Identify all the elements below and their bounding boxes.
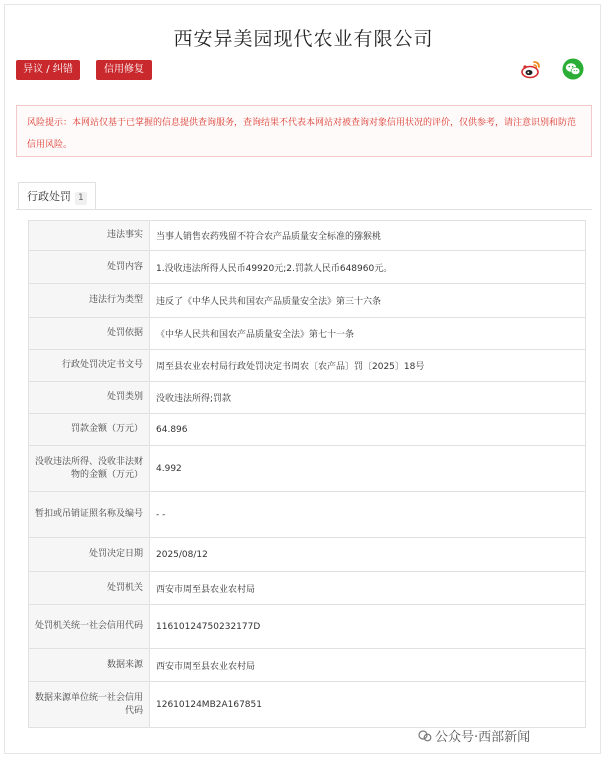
row-value: 《中华人民共和国农产品质量安全法》第七十一条 <box>150 318 586 350</box>
row-label: 处罚内容 <box>29 251 150 284</box>
row-value: 2025/08/12 <box>150 538 586 572</box>
row-label: 数据来源 <box>29 649 150 682</box>
row-label: 没收违法所得、没收非法财物的金额（万元） <box>29 446 150 492</box>
weibo-icon[interactable] <box>520 58 542 80</box>
objection-button[interactable]: 异议 / 纠错 <box>16 60 80 80</box>
wechat-official-account-icon <box>418 729 432 743</box>
row-label: 违法事实 <box>29 221 150 251</box>
row-value: - - <box>150 492 586 538</box>
penalty-record-table <box>28 220 586 728</box>
table-row <box>29 538 586 572</box>
row-label: 处罚决定日期 <box>29 538 150 572</box>
row-label: 处罚类别 <box>29 382 150 414</box>
table-row <box>29 221 586 251</box>
row-label: 处罚机关统一社会信用代码 <box>29 605 150 649</box>
table-row <box>29 605 586 649</box>
row-value: 12610124MB2A167851 <box>150 682 586 728</box>
row-value: 64.896 <box>150 414 586 446</box>
watermark-text: 公众号·西部新闻 <box>435 730 531 745</box>
table-row <box>29 318 586 350</box>
table-row <box>29 572 586 605</box>
row-value: 周至县农业农村局行政处罚决定书周农〔农产品〕罚〔2025〕18号 <box>150 350 586 382</box>
row-value: 当事人销售农药残留不符合农产品质量安全标准的猕猴桃 <box>150 221 586 251</box>
table-row <box>29 284 586 318</box>
row-value: 西安市周至县农业农村局 <box>150 572 586 605</box>
row-label: 暂扣或吊销证照名称及编号 <box>29 492 150 538</box>
row-label: 处罚机关 <box>29 572 150 605</box>
table-row <box>29 251 586 284</box>
tab-administrative-penalty[interactable] <box>18 182 96 210</box>
tab-count-badge: 1 <box>75 192 87 205</box>
row-label: 罚款金额（万元） <box>29 414 150 446</box>
company-title: 西安异美园现代农业有限公司 <box>173 28 434 50</box>
row-value: 没收违法所得;罚款 <box>150 382 586 414</box>
table-row <box>29 382 586 414</box>
table-row <box>29 350 586 382</box>
table-row <box>29 649 586 682</box>
row-value: 违反了《中华人民共和国农产品质量安全法》第三十六条 <box>150 284 586 318</box>
table-row <box>29 446 586 492</box>
row-label: 数据来源单位统一社会信用代码 <box>29 682 150 728</box>
tab-divider <box>16 209 592 210</box>
penalty-record-table-wrap <box>28 220 586 728</box>
row-label: 行政处罚决定书文号 <box>29 350 150 382</box>
tab-label: 行政处罚 <box>27 190 71 203</box>
row-value: 11610124750232177D <box>150 605 586 649</box>
risk-notice: 风险提示：本网站仅基于已掌握的信息提供查询服务，查询结果不代表本网站对被查询对象信用状况的评价，仅供参考，请注意识别和防范信用风险。 <box>16 105 592 157</box>
table-row <box>29 492 586 538</box>
credit-repair-button[interactable]: 信用修复 <box>96 60 152 80</box>
wechat-icon[interactable] <box>562 58 584 80</box>
watermark <box>418 726 530 745</box>
row-value: 西安市周至县农业农村局 <box>150 649 586 682</box>
table-row <box>29 682 586 728</box>
row-value: 4.992 <box>150 446 586 492</box>
table-row <box>29 414 586 446</box>
row-label: 处罚依据 <box>29 318 150 350</box>
row-label: 违法行为类型 <box>29 284 150 318</box>
row-value: 1.没收违法所得人民币49920元;2.罚款人民币648960元。 <box>150 251 586 284</box>
